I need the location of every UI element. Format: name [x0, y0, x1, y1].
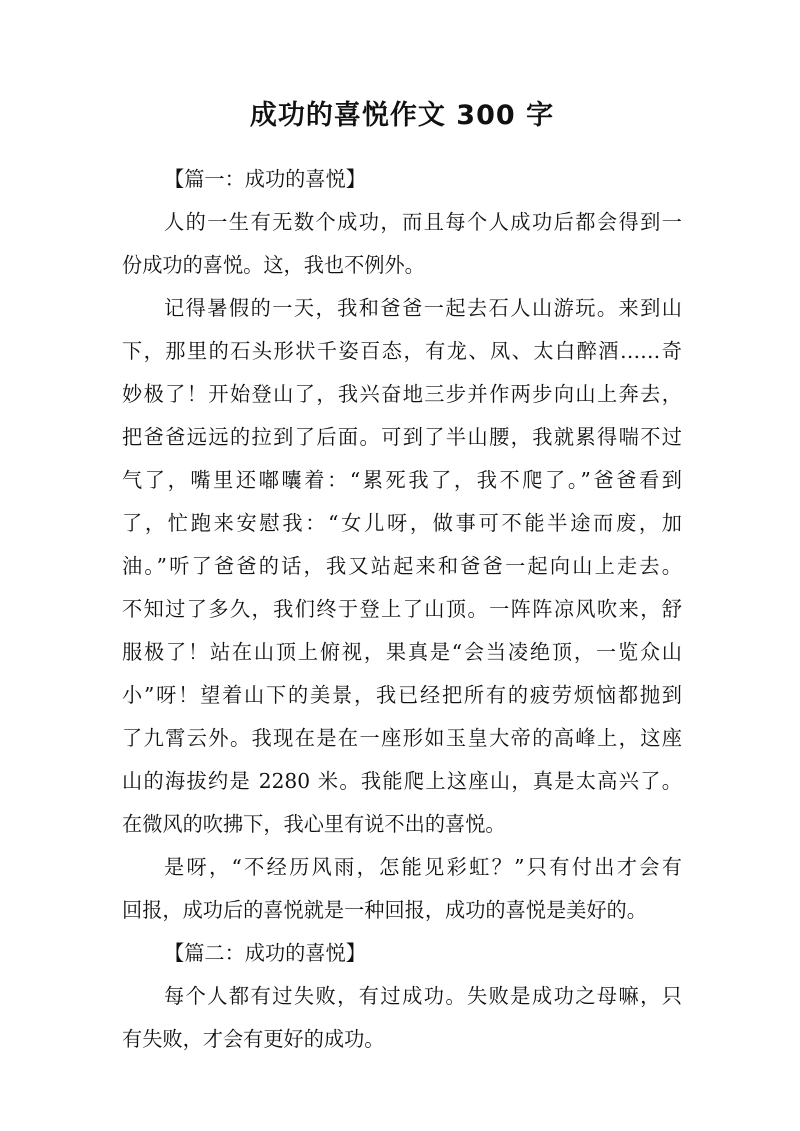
paragraph-line: 了，忙跑来安慰我：“女儿呀，做事可不能半途而废，加 — [122, 511, 682, 535]
paragraph-line: 山的海拔约是 2280 米。我能爬上这座山，真是太高兴了。 — [122, 769, 682, 793]
paragraph — [122, 975, 682, 1061]
paragraph — [122, 201, 682, 287]
paragraph-line: 服极了！站在山顶上俯视，果真是“会当凌绝顶，一览众山 — [122, 640, 682, 664]
paragraph-line: 气了，嘴里还嘟囔着：“累死我了，我不爬了。”爸爸看到 — [122, 468, 682, 492]
paragraph-line: 小”呀！望着山下的美景，我已经把所有的疲劳烦恼都抛到 — [122, 683, 682, 707]
document-page — [122, 92, 682, 1061]
section-heading: 【篇二：成功的喜悦】 — [164, 941, 366, 965]
paragraph-line: 是呀，“不经历风雨，怎能见彩虹？”只有付出才会有 — [164, 855, 682, 879]
paragraph-line: 人的一生有无数个成功，而且每个人成功后都会得到一 — [164, 210, 682, 234]
paragraph — [122, 287, 682, 846]
paragraph — [122, 846, 682, 932]
paragraph-line: 了九霄云外。我现在是在一座形如玉皇大帝的高峰上，这座 — [122, 726, 682, 750]
paragraph-line: 把爸爸远远的拉到了后面。可到了半山腰，我就累得喘不过 — [122, 425, 682, 449]
paragraph-line: 下，那里的石头形状千姿百态，有龙、凤、太白醉酒……奇 — [122, 339, 682, 363]
paragraph-line: 不知过了多久，我们终于登上了山顶。一阵阵凉风吹来，舒 — [122, 597, 682, 621]
paragraph-line: 份成功的喜悦。这，我也不例外。 — [122, 253, 425, 277]
section-heading: 【篇一：成功的喜悦】 — [164, 167, 366, 191]
paragraph-line: 在微风的吹拂下，我心里有说不出的喜悦。 — [122, 812, 506, 836]
paragraph-line: 有失败，才会有更好的成功。 — [122, 1027, 385, 1051]
paragraph-line: 油。”听了爸爸的话，我又站起来和爸爸一起向山上走去。 — [122, 554, 682, 578]
document-title: 成功的喜悦作文 300 字 — [249, 100, 555, 131]
paragraph-line: 妙极了！开始登山了，我兴奋地三步并作两步向山上奔去， — [122, 382, 682, 406]
paragraph-line: 回报，成功后的喜悦就是一种回报，成功的喜悦是美好的。 — [122, 898, 647, 922]
paragraph-line: 记得暑假的一天，我和爸爸一起去石人山游玩。来到山 — [164, 296, 682, 320]
paragraph-line: 每个人都有过失败，有过成功。失败是成功之母嘛，只 — [164, 984, 682, 1008]
